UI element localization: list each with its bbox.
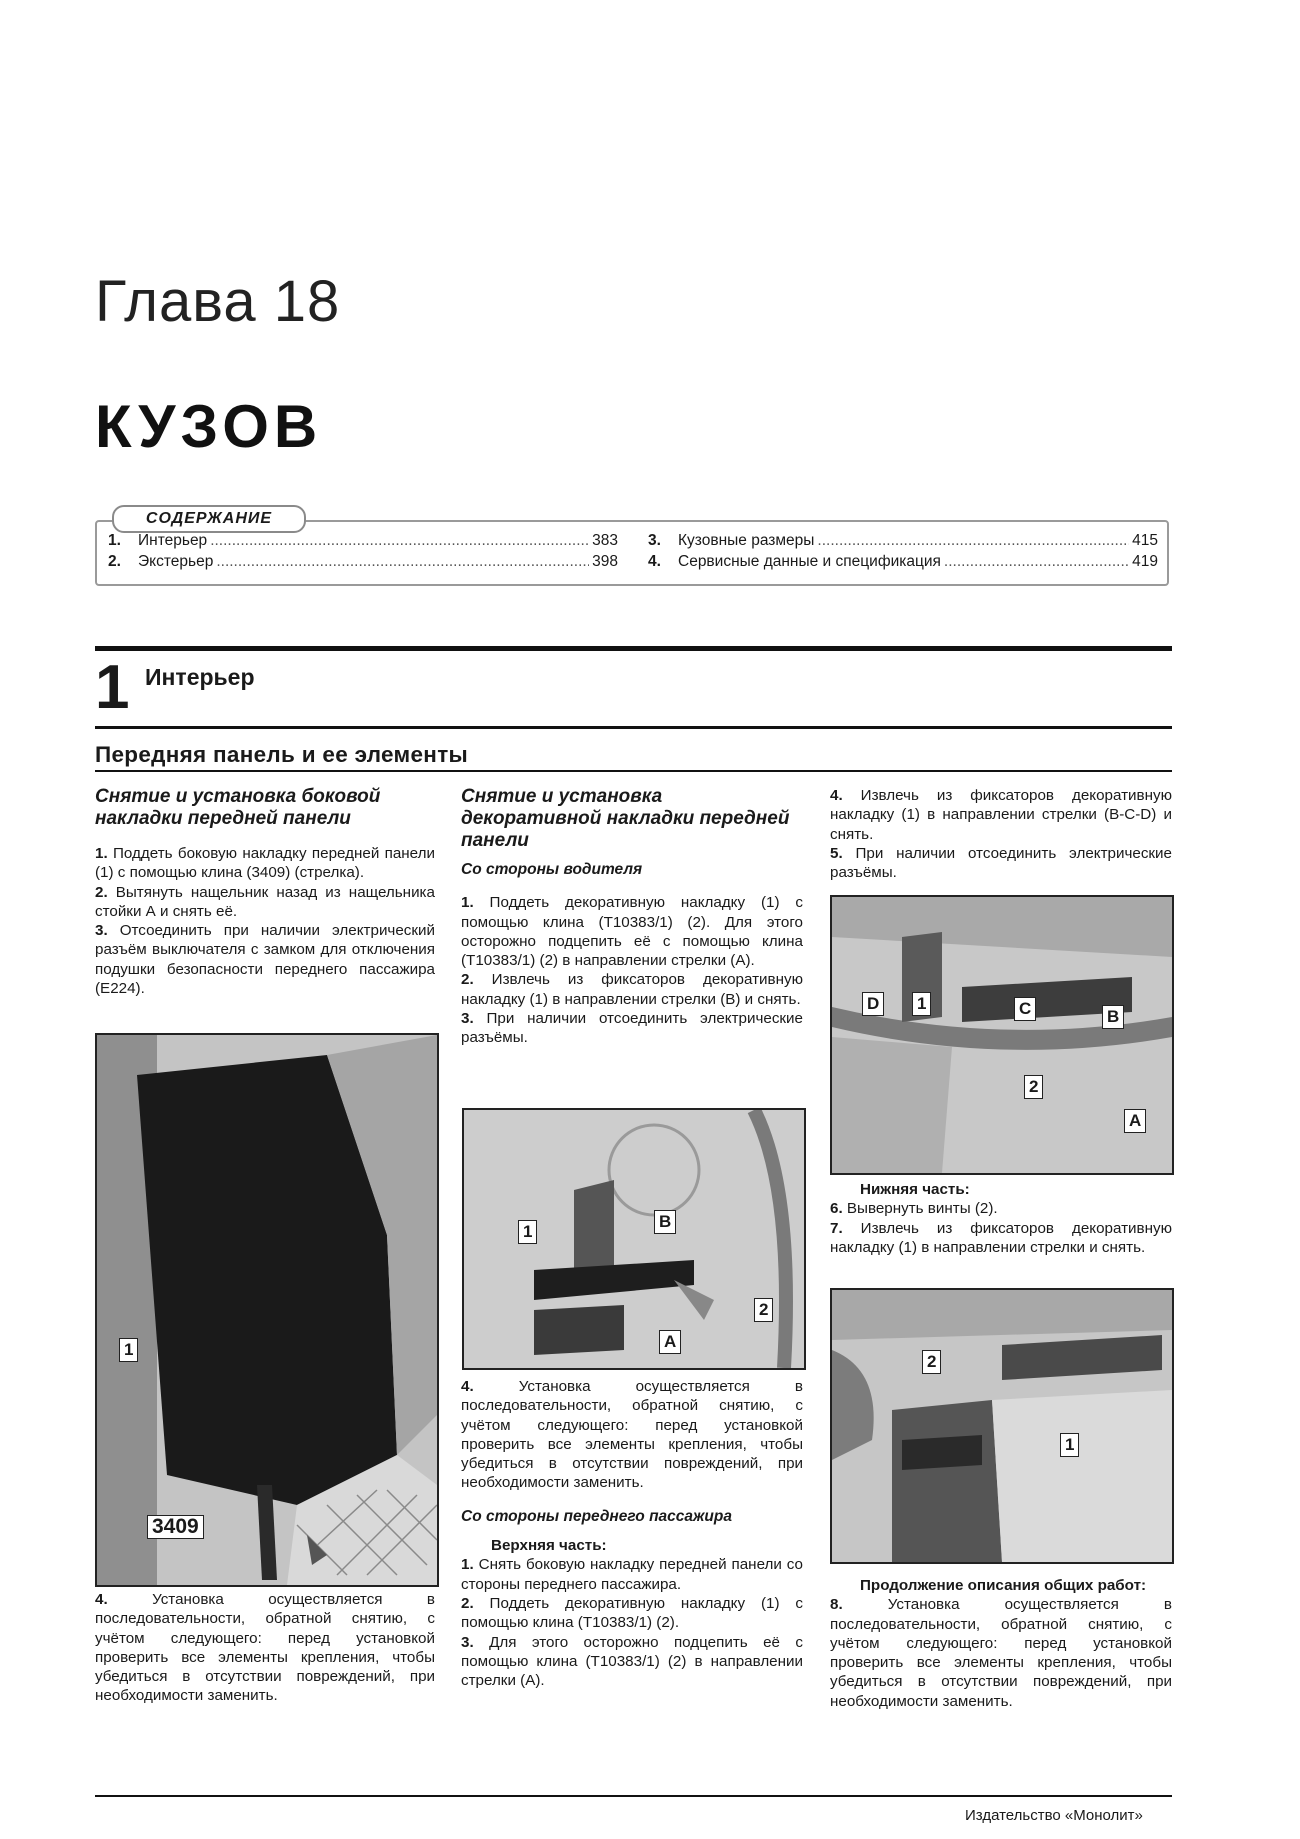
step: 3. Для этого осторожно подцепить её с помощью клина (T10383/1) (2) в направлении стрелки (A). (461, 1633, 803, 1690)
step: 1. Поддеть декоративную накладку (1) с помощью клина (T10383/1) (2). Для этого осторожно подцепить её с помощью клина (T10383/1) (2) в направлении стрелки (A). (461, 894, 803, 970)
col3-continuation: Продолжение описания общих работ: (860, 1577, 1147, 1594)
subsection-title: Передняя панель и ее элементы (95, 742, 469, 767)
toc-item[interactable]: 3. Кузовные размеры ..... 415 (648, 532, 1158, 550)
toc-heading: СОДЕРЖАНИЕ (112, 505, 306, 533)
figure-callout: 3409 (147, 1515, 204, 1539)
column-1 (95, 786, 435, 998)
column-2-continued (461, 1377, 803, 1690)
figure-passenger-upper-illustration (832, 897, 1172, 1173)
step: 5. При наличии отсоединить электрические разъёмы. (830, 844, 1172, 882)
figure-passenger-upper (830, 895, 1174, 1175)
column-3-lower (830, 1180, 1172, 1257)
footer-rule (95, 1795, 1172, 1797)
step: 8. Установка осуществляется в последовательности, обратной снятию, с учётом следующего: перед установкой проверить все элементы крепления, чтобы убедиться в отсутствии повреждений, при необходимости заменить. (830, 1596, 1172, 1710)
figure-callout: A (659, 1330, 681, 1354)
step: 4. Установка осуществляется в последовательности, обратной снятию, с учётом следующего: перед установкой проверить все элементы крепления, чтобы убедиться в отсутствии повреждений, при необходимости заменить. (95, 1591, 435, 1705)
figure-driver-trim (462, 1108, 806, 1370)
figure-callout: 1 (119, 1338, 138, 1362)
col2-subheading-passenger: Со стороны переднего пассажира (461, 1507, 732, 1525)
toc-item[interactable]: 4. Сервисные данные и спецификация ..... 419 (648, 553, 1158, 571)
toc-item[interactable]: 2. Экстерьер ..... 398 (108, 553, 618, 571)
step: 4. Извлечь из фиксаторов декоративную накладку (1) в направлении стрелки (B-C-D) и снять. (830, 787, 1172, 843)
section-rule (95, 726, 1172, 729)
column-2 (461, 786, 803, 1048)
figure-passenger-lower (830, 1288, 1174, 1564)
figure-callout: A (1124, 1109, 1146, 1133)
chapter-label: Глава 18 (95, 269, 341, 334)
figure-callout: 1 (518, 1220, 537, 1244)
figure-callout: 2 (754, 1298, 773, 1322)
figure-callout: 2 (1024, 1075, 1043, 1099)
subsection-rule (95, 770, 1172, 772)
chapter-title: КУЗОВ (95, 393, 323, 460)
figure-callout: 2 (922, 1350, 941, 1374)
col3-lower-part: Нижняя часть: (860, 1181, 970, 1198)
col2-heading: Снятие и установка декоративной накладки передней панели (461, 786, 790, 851)
toc-item[interactable]: 1. Интерьер ..... 383 (108, 532, 618, 550)
figure-side-trim-illustration (97, 1035, 437, 1585)
column-3 (830, 786, 1172, 882)
section-rule (95, 646, 1172, 651)
column-1-continued (95, 1590, 435, 1706)
figure-driver-trim-illustration (464, 1110, 804, 1368)
step: 3. При наличии отсоединить электрические разъёмы. (461, 1010, 803, 1047)
step: 6. Вывернуть винты (2). (830, 1200, 998, 1218)
publisher-footer: Издательство «Монолит» (965, 1807, 1143, 1824)
col2-upper-part: Верхняя часть: (491, 1537, 607, 1555)
figure-callout: C (1014, 997, 1036, 1021)
step: 2. Извлечь из фиксаторов декоративную накладку (1) в направлении стрелки (B) и снять. (461, 971, 803, 1008)
section-number: 1 (95, 653, 130, 722)
step: 1. Поддеть боковую накладку передней панели (1) с помощью клина (3409) (стрелка). (95, 845, 435, 882)
section-title: Интерьер (145, 664, 255, 690)
figure-callout: 1 (1060, 1433, 1079, 1457)
figure-side-trim (95, 1033, 439, 1587)
column-3-final (830, 1576, 1172, 1711)
step: 2. Поддеть декоративную накладку (1) с помощью клина (T10383/1) (2). (461, 1594, 803, 1632)
figure-callout: B (654, 1210, 676, 1234)
figure-passenger-lower-illustration (832, 1290, 1172, 1562)
figure-callout: 1 (912, 992, 931, 1016)
figure-callout: B (1102, 1005, 1124, 1029)
figure-callout: D (862, 992, 884, 1016)
step: 1. Снять боковую накладку передней панели со стороны переднего пассажира. (461, 1556, 803, 1593)
col1-heading: Снятие и установка боковой накладки передней панели (95, 786, 381, 829)
step: 2. Вытянуть нащельник назад из нащельника стойки А и снять её. (95, 883, 435, 920)
step: 3. Отсоединить при наличии электрический разъём выключателя с замком для отключения подушки безопасности переднего пассажира (E224). (95, 922, 435, 998)
col2-subheading-driver: Со стороны водителя (461, 861, 643, 878)
step: 7. Извлечь из фиксаторов декоративную накладку (1) в направлении стрелки и снять. (830, 1219, 1172, 1256)
step: 4. Установка осуществляется в последовательности, обратной снятию, с учётом следующего: перед установкой проверить все элементы крепления, чтобы убедиться в отсутствии повреждений, при необходимости заменить. (461, 1378, 803, 1492)
